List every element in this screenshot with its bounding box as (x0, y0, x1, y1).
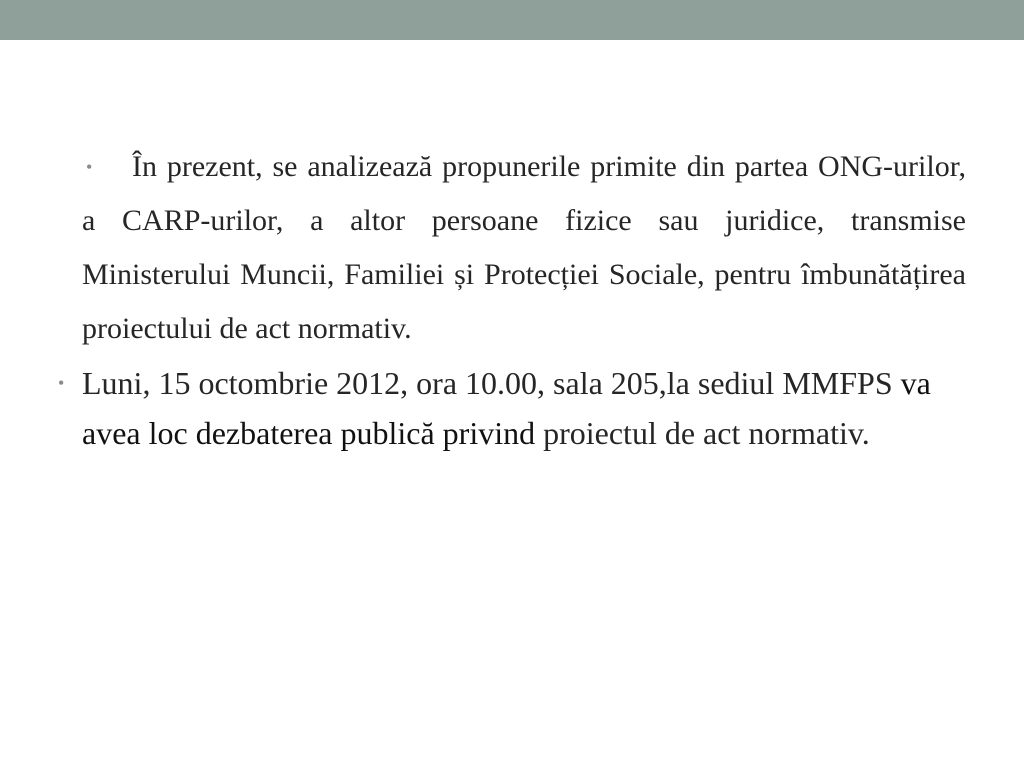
bullet-marker: • (86, 157, 93, 177)
slide-header-bar (0, 0, 1024, 40)
bullet-text-2-part1: Luni, 15 octombrie 2012, ora 10.00, sala 205,la sediul MMFPS (82, 365, 901, 401)
bullet-text-2-part2: va avea loc dezbaterea publică privind (82, 365, 931, 451)
bullet-text-2-part3: proiectul de act normativ. (535, 415, 870, 451)
bullet-text-1: În prezent, se analizează propunerile primite din partea ONG-urilor, a CARP-urilor, a altor persoane fizice sau juridice, transmise Ministerului Muncii, Familiei și Protecției Sociale, pentru îmbunătățirea proiectului de act normativ. (82, 150, 966, 345)
slide-content (56, 140, 966, 458)
bullet-marker: • (58, 373, 65, 393)
bullet-item-1 (56, 140, 966, 356)
bullet-item-2 (56, 358, 966, 458)
